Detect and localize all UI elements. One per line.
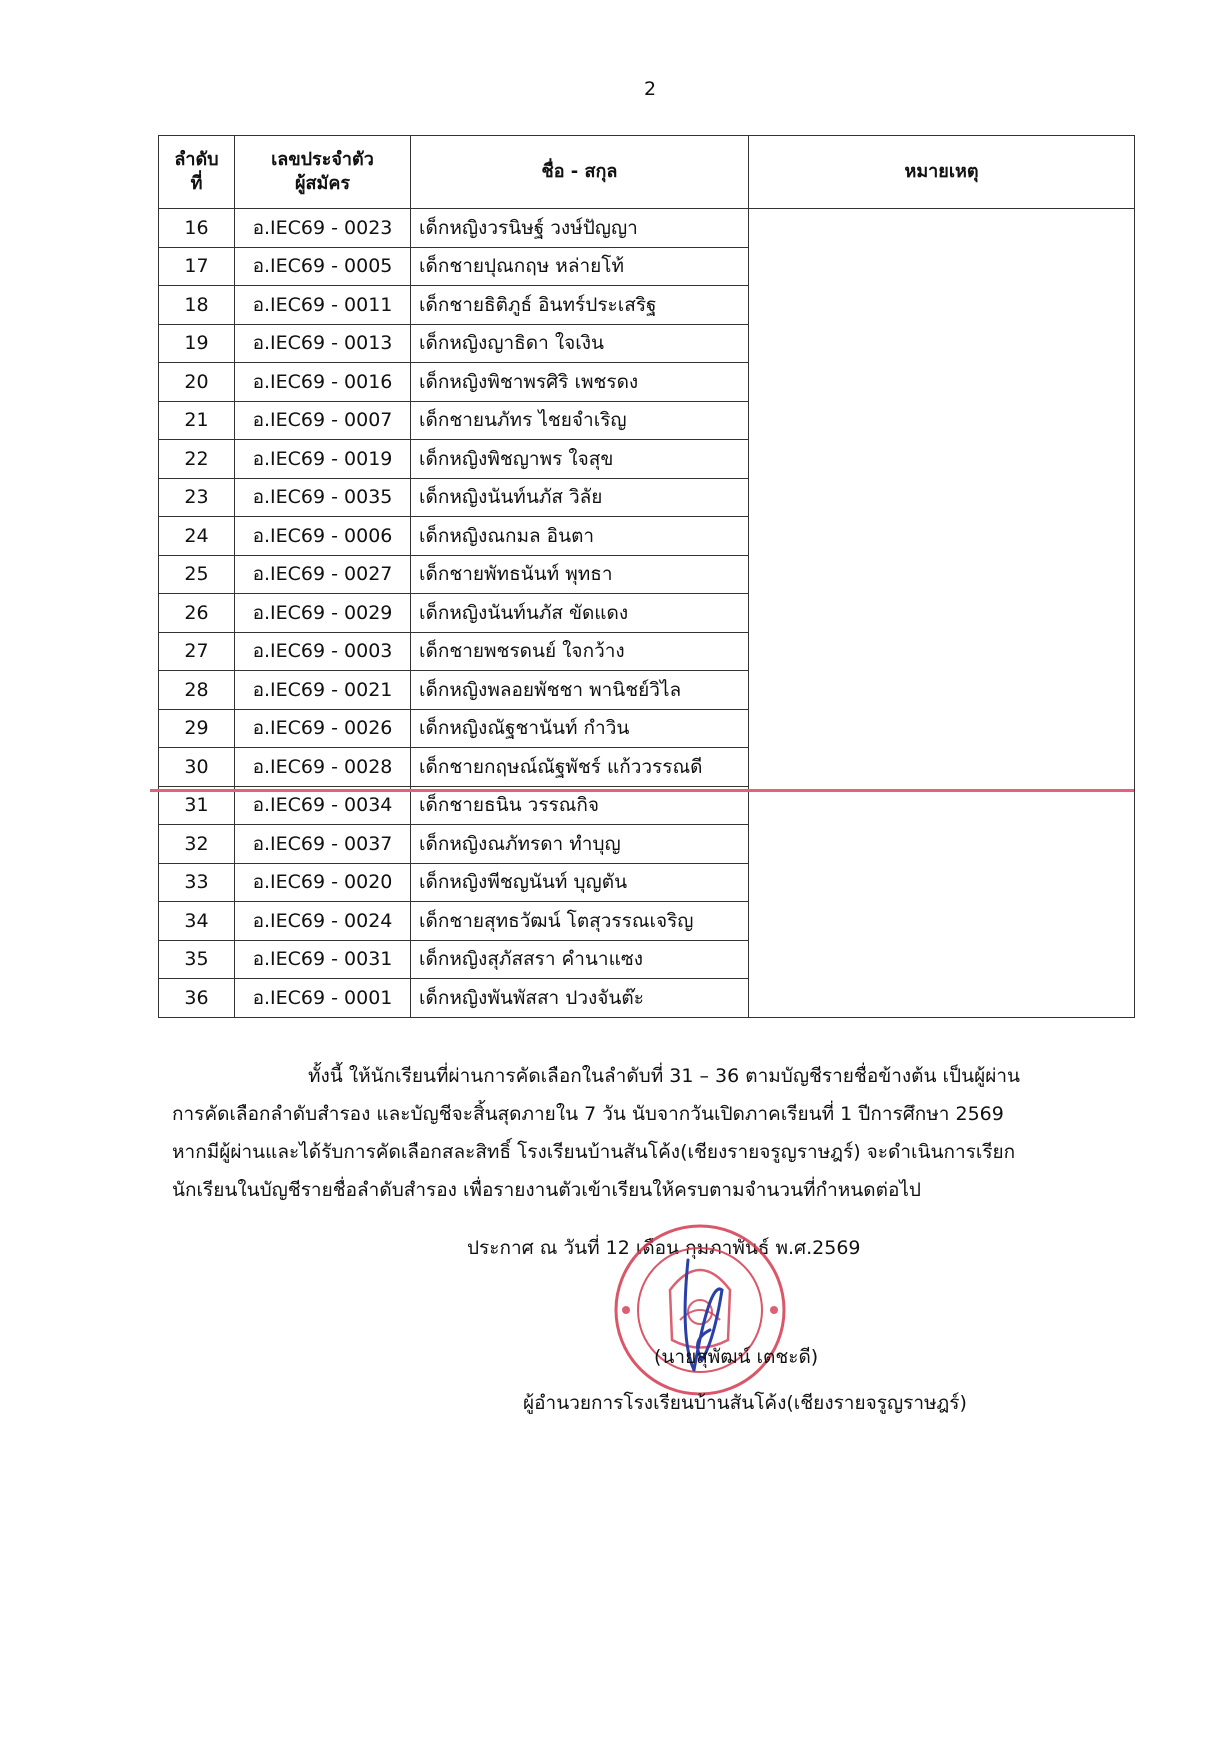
order-cell: 34 (159, 902, 235, 941)
order-cell: 16 (159, 209, 235, 248)
full-name-cell: เด็กหญิงพิชญาพร ใจสุข (411, 440, 749, 479)
remark-cell (749, 940, 1135, 979)
full-name-cell: เด็กหญิงวรนิษฐ์ วงษ์ปัญญา (411, 209, 749, 248)
remark-cell (749, 363, 1135, 402)
remark-cell (749, 825, 1135, 864)
applicant-id-cell: อ.IEC69 - 0037 (235, 825, 411, 864)
order-cell: 33 (159, 863, 235, 902)
remark-cell (749, 671, 1135, 710)
remark-cell (749, 902, 1135, 941)
order-cell: 23 (159, 478, 235, 517)
full-name-cell: เด็กชายพชรดนย์ ใจกว้าง (411, 632, 749, 671)
table-row (159, 363, 1135, 402)
order-cell: 32 (159, 825, 235, 864)
order-cell: 18 (159, 286, 235, 325)
order-cell: 22 (159, 440, 235, 479)
remark-cell (749, 324, 1135, 363)
applicant-id-cell: อ.IEC69 - 0026 (235, 709, 411, 748)
full-name-cell: เด็กหญิงพันพัสสา ปวงจันต๊ะ (411, 979, 749, 1018)
signer-title: ผู้อำนวยการโรงเรียนบ้านสันโค้ง(เชียงรายจรูญราษฎร์) (523, 1392, 967, 1414)
table-row (159, 825, 1135, 864)
remark-cell (749, 517, 1135, 556)
applicant-id-cell: อ.IEC69 - 0001 (235, 979, 411, 1018)
full-name-cell: เด็กหญิงพิชาพรศิริ เพชรดง (411, 363, 749, 402)
table-row (159, 247, 1135, 286)
full-name-cell: เด็กชายพัทธนันท์ พุทธา (411, 555, 749, 594)
remark-cell (749, 863, 1135, 902)
applicant-id-cell: อ.IEC69 - 0007 (235, 401, 411, 440)
applicant-id-cell: อ.IEC69 - 0028 (235, 748, 411, 787)
full-name-cell: เด็กชายนภัทร ไชยจำเริญ (411, 401, 749, 440)
table-row (159, 286, 1135, 325)
remark-line: ทั้งนี้ ให้นักเรียนที่ผ่านการคัดเลือกในลำดับที่ 31 – 36 ตามบัญชีรายชื่อข้างต้น เป็นผู้ผ่าน (308, 1065, 1021, 1087)
header-order: ลำดับ ที่ (159, 136, 235, 209)
remark-line: การคัดเลือกลำดับสำรอง และบัญชีจะสิ้นสุดภายใน 7 วัน นับจากวันเปิดภาคเรียนที่ 1 ปีการศึกษา 2569 (172, 1103, 1004, 1125)
applicant-id-cell: อ.IEC69 - 0031 (235, 940, 411, 979)
remark-cell (749, 286, 1135, 325)
remark-paragraph (172, 1057, 1120, 1209)
applicant-id-cell: อ.IEC69 - 0005 (235, 247, 411, 286)
applicant-id-cell: อ.IEC69 - 0024 (235, 902, 411, 941)
header-full-name: ชื่อ - สกุล (411, 136, 749, 209)
table-row (159, 478, 1135, 517)
applicant-id-cell: อ.IEC69 - 0029 (235, 594, 411, 633)
applicant-id-cell: อ.IEC69 - 0019 (235, 440, 411, 479)
full-name-cell: เด็กชายสุทธวัฒน์ โตสุวรรณเจริญ (411, 902, 749, 941)
table-row (159, 555, 1135, 594)
remark-cell (749, 748, 1135, 787)
order-cell: 20 (159, 363, 235, 402)
remark-cell (749, 209, 1135, 248)
full-name-cell: เด็กหญิงณภัทรดา ทำบุญ (411, 825, 749, 864)
cutoff-divider-line (150, 789, 1134, 792)
applicant-id-cell: อ.IEC69 - 0035 (235, 478, 411, 517)
table-row (159, 401, 1135, 440)
table-row (159, 671, 1135, 710)
table-row (159, 709, 1135, 748)
remark-cell (749, 709, 1135, 748)
applicant-id-cell: อ.IEC69 - 0034 (235, 786, 411, 825)
order-cell: 24 (159, 517, 235, 556)
order-cell: 25 (159, 555, 235, 594)
announcement-date: ประกาศ ณ วันที่ 12 เดือน กุมภาพันธ์ พ.ศ.2569 (467, 1237, 861, 1259)
table-row (159, 594, 1135, 633)
signer-name: (นายสุพัฒน์ เตชะดี) (654, 1346, 819, 1368)
header-applicant-id: เลขประจำตัว ผู้สมัคร (235, 136, 411, 209)
table-row (159, 940, 1135, 979)
order-cell: 29 (159, 709, 235, 748)
full-name-cell: เด็กหญิงญาธิดา ใจเงิน (411, 324, 749, 363)
applicant-id-cell: อ.IEC69 - 0013 (235, 324, 411, 363)
applicant-id-cell: อ.IEC69 - 0003 (235, 632, 411, 671)
order-cell: 26 (159, 594, 235, 633)
order-cell: 36 (159, 979, 235, 1018)
table-row (159, 979, 1135, 1018)
remark-cell (749, 440, 1135, 479)
applicant-id-cell: อ.IEC69 - 0020 (235, 863, 411, 902)
remark-cell (749, 555, 1135, 594)
remark-cell (749, 632, 1135, 671)
full-name-cell: เด็กหญิงณกมล อินตา (411, 517, 749, 556)
table-row (159, 748, 1135, 787)
remark-cell (749, 247, 1135, 286)
applicant-table (158, 135, 1135, 1018)
order-cell: 27 (159, 632, 235, 671)
applicant-id-cell: อ.IEC69 - 0006 (235, 517, 411, 556)
table-row (159, 632, 1135, 671)
remark-line: หากมีผู้ผ่านและได้รับการคัดเลือกสละสิทธิ์ โรงเรียนบ้านสันโค้ง(เชียงรายจรูญราษฎร์) จะดำเนินการเรียก (172, 1141, 1016, 1163)
applicant-id-cell: อ.IEC69 - 0021 (235, 671, 411, 710)
table-row (159, 324, 1135, 363)
school-seal-stamp (610, 1220, 790, 1400)
table-row (159, 902, 1135, 941)
table-row (159, 517, 1135, 556)
full-name-cell: เด็กหญิงพลอยพัชชา พานิชย์วิไล (411, 671, 749, 710)
order-cell: 17 (159, 247, 235, 286)
remark-cell (749, 979, 1135, 1018)
table-row (159, 440, 1135, 479)
table-row (159, 863, 1135, 902)
remark-cell (749, 401, 1135, 440)
full-name-cell: เด็กหญิงพีชญนันท์ บุญตัน (411, 863, 749, 902)
page-number: 2 (643, 78, 657, 100)
order-cell: 21 (159, 401, 235, 440)
applicant-id-cell: อ.IEC69 - 0023 (235, 209, 411, 248)
applicant-id-cell: อ.IEC69 - 0016 (235, 363, 411, 402)
table-header-row (159, 136, 1135, 209)
full-name-cell: เด็กหญิงนันท์นภัส วิลัย (411, 478, 749, 517)
applicant-id-cell: อ.IEC69 - 0027 (235, 555, 411, 594)
full-name-cell: เด็กหญิงนันท์นภัส ขัดแดง (411, 594, 749, 633)
order-cell: 28 (159, 671, 235, 710)
order-cell: 31 (159, 786, 235, 825)
order-cell: 30 (159, 748, 235, 787)
full-name-cell: เด็กชายธิติภูธ์ อินทร์ประเสริฐ (411, 286, 749, 325)
remark-cell (749, 478, 1135, 517)
full-name-cell: เด็กชายกฤษณ์ณัฐพัชร์ แก้ววรรณดี (411, 748, 749, 787)
table-row (159, 209, 1135, 248)
full-name-cell: เด็กชายธนิน วรรณกิจ (411, 786, 749, 825)
remark-cell (749, 594, 1135, 633)
full-name-cell: เด็กหญิงณัฐชานันท์ กำวิน (411, 709, 749, 748)
full-name-cell: เด็กหญิงสุภัสสรา คำนาแซง (411, 940, 749, 979)
order-cell: 19 (159, 324, 235, 363)
applicant-id-cell: อ.IEC69 - 0011 (235, 286, 411, 325)
header-remark: หมายเหตุ (749, 136, 1135, 209)
full-name-cell: เด็กชายปุณกฤษ หล่ายโท้ (411, 247, 749, 286)
order-cell: 35 (159, 940, 235, 979)
remark-line: นักเรียนในบัญชีรายชื่อลำดับสำรอง เพื่อรายงานตัวเข้าเรียนให้ครบตามจำนวนที่กำหนดต่อไป (172, 1179, 921, 1201)
